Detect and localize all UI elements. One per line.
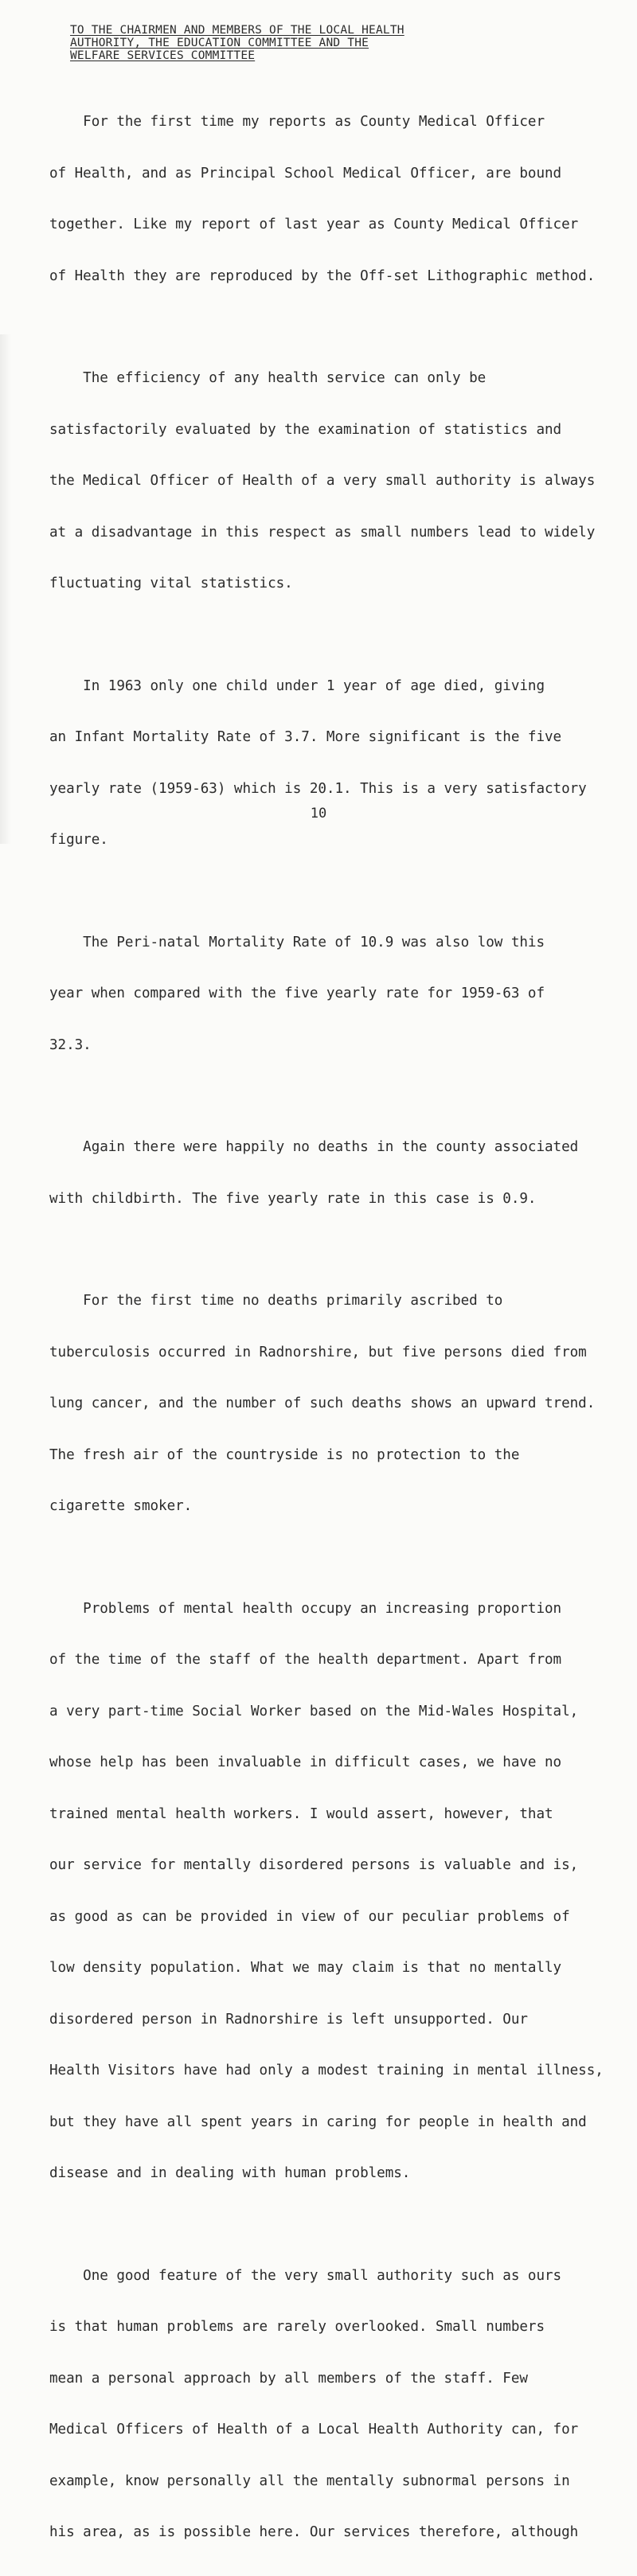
text-line: satisfactorily evaluated by the examination of statistics and <box>49 421 562 438</box>
text-line: fluctuating vital statistics. <box>49 576 293 591</box>
paragraph-small-authority <box>49 2234 610 2576</box>
text-line: yearly rate (1959-63) which is 20.1. This is a very satisfactory <box>49 780 587 797</box>
text-line: of the time of the staff of the health department. Apart from <box>49 1652 562 1668</box>
page-number: 10 <box>310 806 327 822</box>
text-line: lung cancer, and the number of such deaths shows an upward trend. <box>49 1395 596 1411</box>
text-line: a very part-time Social Worker based on the Mid-Wales Hospital, <box>49 1703 579 1719</box>
text-line: disease and in dealing with human problems. <box>49 2165 411 2181</box>
paragraph-mental-health <box>49 1567 610 2217</box>
text-line: cigarette smoker. <box>49 1498 193 1514</box>
text-line: tuberculosis occurred in Radnorshire, but five persons died from <box>49 1344 587 1360</box>
text-line: is that human problems are rarely overlooked. Small numbers <box>49 2319 545 2335</box>
text-line: together. Like my report of last year as County Medical Officer <box>49 217 579 232</box>
text-line: In 1963 only one child under 1 year of age died, giving <box>49 677 545 694</box>
text-line: at a disadvantage in this respect as small numbers lead to widely <box>49 524 596 541</box>
text-line: Again there were happily no deaths in the county associated <box>49 1139 579 1155</box>
paragraph-infant-mortality <box>49 644 610 884</box>
text-line: The Peri-natal Mortality Rate of 10.9 was also low this <box>49 934 545 950</box>
text-line: trained mental health workers. I would assert, however, that <box>49 1805 553 1822</box>
text-line: disordered person in Radnorshire is left unsupported. Our <box>49 2011 528 2028</box>
text-line: figure. <box>49 832 108 848</box>
text-line: mean a personal approach by all members of the staff. Few <box>49 2370 528 2387</box>
paragraph-reports-bound <box>49 80 610 319</box>
text-line: The fresh air of the countryside is no protection to the <box>49 1446 520 1463</box>
text-line: For the first time no deaths primarily ascribed to <box>49 1293 503 1309</box>
text-line: of Health they are reproduced by the Off-set Lithographic method. <box>49 267 596 284</box>
text-line: Problems of mental health occupy an increasing proportion <box>49 1600 562 1617</box>
text-line: year when compared with the five yearly rate for 1959-63 of <box>49 986 545 1001</box>
paragraph-tuberculosis <box>49 1259 610 1550</box>
text-line: low density population. What we may claim is that no mentally <box>49 1960 562 1976</box>
text-line: 32.3. <box>49 1036 92 1053</box>
text-line: an Infant Mortality Rate of 3.7. More significant is the five <box>49 729 562 745</box>
text-line: our service for mentally disordered persons is valuable and is, <box>49 1857 579 1873</box>
text-line: but they have all spent years in caring for people in health and <box>49 2113 587 2130</box>
heading-line: AUTHORITY, THE EDUCATION COMMITTEE AND THE <box>70 37 369 49</box>
text-line: whose help has been invaluable in difficult cases, we have no <box>49 1754 562 1770</box>
paragraph-childbirth <box>49 1105 610 1242</box>
heading-line: WELFARE SERVICES COMMITTEE <box>70 49 256 62</box>
scan-edge-shadow <box>0 334 11 844</box>
text-line: The efficiency of any health service can only be <box>49 370 487 386</box>
text-line: with childbirth. The five yearly rate in this case is 0.9. <box>49 1190 537 1207</box>
text-line: the Medical Officer of Health of a very small authority is always <box>49 473 596 489</box>
text-line: For the first time my reports as County Medical Officer <box>49 114 545 130</box>
text-line: Medical Officers of Health of a Local Health Authority can, for <box>49 2422 579 2437</box>
text-line: example, know personally all the mentally subnormal persons in <box>49 2473 570 2489</box>
heading-line: TO THE CHAIRMEN AND MEMBERS OF THE LOCAL HEALTH <box>70 24 404 37</box>
text-line: as good as can be provided in view of our peculiar problems of <box>49 1908 570 1925</box>
text-line: of Health, and as Principal School Medical Officer, are bound <box>49 165 562 181</box>
text-line: Health Visitors have had only a modest training in mental illness, <box>49 2063 604 2078</box>
text-line: his area, as is possible here. Our services therefore, although <box>49 2524 579 2540</box>
paragraph-efficiency <box>49 336 610 627</box>
report-heading <box>70 24 580 62</box>
text-line: One good feature of the very small authority such as ours <box>49 2267 562 2284</box>
paragraph-perinatal <box>49 900 610 1089</box>
